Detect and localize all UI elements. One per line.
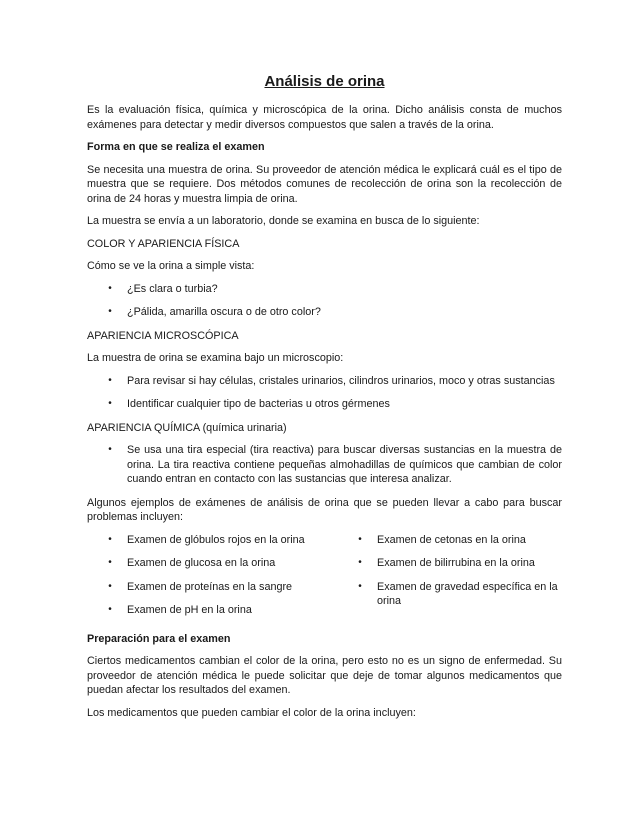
forma-paragraph-1: Se necesita una muestra de orina. Su proveedor de atención médica le explicará cuál es el tipo de muestra que se requiere. Dos métodos comunes de recolección de orina son la recolección de orina de 24 horas y muestra limpia de orina. [87, 163, 562, 205]
bullet-icon: • [358, 533, 362, 545]
bullet-icon: • [108, 398, 112, 409]
forma-paragraph-2: La muestra se envía a un laboratorio, donde se examina en busca de lo siguiente: [87, 215, 480, 227]
bullet-icon: • [108, 557, 112, 568]
list-item-text: Examen de pH en la orina [127, 604, 252, 616]
quimica-list [87, 443, 562, 487]
color-list [87, 282, 562, 320]
micro-list [87, 374, 562, 412]
section-heading-color: COLOR Y APARIENCIA FÍSICA [87, 237, 240, 250]
list-item [87, 603, 337, 618]
list-item [87, 580, 337, 595]
list-item-text: Examen de cetonas en la orina [377, 533, 526, 546]
ejemplos-columns [87, 533, 562, 627]
bullet-icon: • [108, 604, 112, 615]
list-item [87, 533, 337, 548]
list-item [337, 533, 562, 548]
section-heading-micro: APARIENCIA MICROSCÓPICA [87, 329, 239, 342]
list-item-text: Identificar cualquier tipo de bacterias u otros gérmenes [127, 398, 390, 410]
list-item-text: ¿Es clara o turbia? [127, 282, 218, 295]
list-item-text: Examen de glóbulos rojos en la orina [127, 533, 305, 546]
ejemplos-list-right [337, 533, 562, 627]
list-item [87, 282, 562, 297]
list-item [337, 556, 562, 571]
bullet-icon: • [358, 557, 362, 568]
micro-intro: La muestra de orina se examina bajo un microscopio: [87, 352, 344, 364]
document-content [87, 72, 562, 728]
list-item-text: Examen de proteínas en la sangre [127, 580, 293, 593]
document-title: Análisis de orina [264, 73, 385, 90]
preparacion-paragraph-1: Ciertos medicamentos cambian el color de la orina, pero esto no es un signo de enfermedad. Su proveedor de atención médica le puede solicitar que deje de tomar algunos medicamentos que puedan afectar los resultados del examen. [87, 655, 562, 696]
intro-paragraph: Es la evaluación física, química y microscópica de la orina. Dicho análisis consta de muchos exámenes para detectar y medir diversos compuestos que salen a través de la orina. [87, 104, 562, 131]
bullet-icon: • [108, 580, 112, 592]
ejemplos-list-left [87, 533, 337, 627]
section-heading-forma: Forma en que se realiza el examen [87, 141, 265, 153]
list-item-text: ¿Pálida, amarilla oscura o de otro color? [127, 306, 321, 318]
bullet-icon: • [358, 580, 362, 592]
list-item [87, 556, 337, 571]
list-item-text: Examen de glucosa en la orina [127, 557, 276, 569]
list-item [87, 397, 562, 412]
list-item [87, 305, 562, 320]
list-item [337, 580, 562, 609]
list-item-text: Examen de bilirrubina en la orina [377, 557, 535, 569]
list-item-text: Examen de gravedad específica en la orina [377, 580, 558, 607]
color-intro: Cómo se ve la orina a simple vista: [87, 260, 255, 272]
list-item-text: Para revisar si hay células, cristales urinarios, cilindros urinarios, moco y otras sustancias [127, 374, 555, 387]
bullet-icon: • [108, 444, 112, 455]
bullet-icon: • [108, 374, 112, 386]
section-heading-quimica: APARIENCIA QUÍMICA (química urinaria) [87, 421, 287, 434]
bullet-icon: • [108, 306, 112, 317]
ejemplos-intro: Algunos ejemplos de exámenes de análisis de orina que se pueden llevar a cabo para buscar problemas incluyen: [87, 496, 562, 523]
section-heading-preparacion: Preparación para el examen [87, 632, 231, 645]
list-item-text: Se usa una tira especial (tira reactiva) para buscar diversas sustancias en la muestra de orina. La tira reactiva contiene pequeñas almohadillas de químicos que cambian de color cuando entran en contacto con las sustancias que interesa analizar. [127, 444, 562, 485]
preparacion-paragraph-2: Los medicamentos que pueden cambiar el color de la orina incluyen: [87, 706, 416, 719]
list-item [87, 374, 562, 389]
bullet-icon: • [108, 282, 112, 294]
list-item [87, 443, 562, 487]
bullet-icon: • [108, 533, 112, 545]
